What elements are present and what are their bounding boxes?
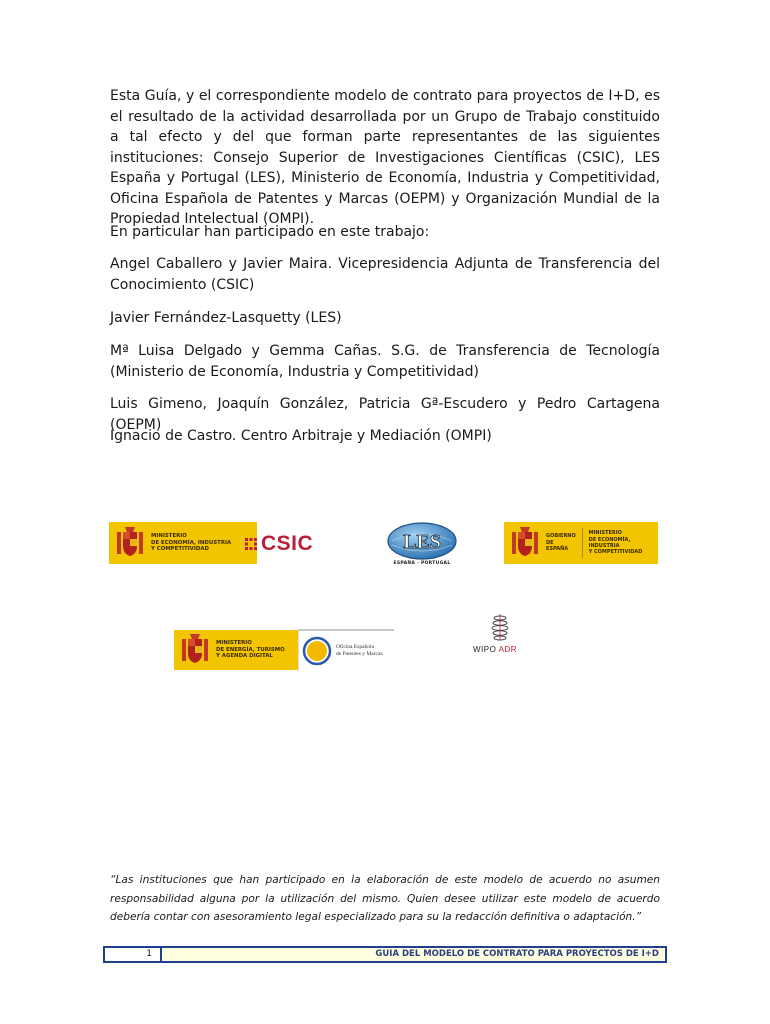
spain-coat-of-arms-icon [180, 633, 210, 667]
wipo-wordmark: WIPO [473, 645, 497, 654]
spain-coat-of-arms-icon [510, 526, 540, 560]
minetad-logo [174, 630, 298, 670]
csic-grid-icon [245, 538, 257, 550]
oepm-logo-text: Oficina Española de Patentes y Marcas [336, 644, 383, 657]
minetad-logo-text: MINISTERIO DE ENERGÍA, TURISMO Y AGENDA DIGITAL [216, 640, 285, 660]
oepm-circle-icon [302, 636, 332, 666]
les-globe-icon [383, 520, 461, 562]
page-number: 1 [105, 948, 162, 961]
spain-coat-of-arms-icon [115, 526, 145, 560]
mineco-logo [109, 522, 257, 564]
wipo-label [473, 645, 517, 654]
intro-paragraph: Esta Guía, y el correspondiente modelo de contrato para proyectos de I+D, es el resultado de la actividad desarrollada por un Grupo de Trabajo constituido a tal efecto y del que forman parte representantes de las siguientes instituciones: Consejo Superior de Investigaciones Científicas (CSIC), LES España y Portugal (LES), Ministerio de Economía, Industria y Competitividad, Oficina Española de Patentes y Marcas (OEPM) y Organización Mundial de la Propiedad Intelectual (OMPI). [110, 88, 660, 227]
participants-heading: En particular han participado en este trabajo: [110, 224, 430, 240]
csic-logo [245, 530, 335, 558]
les-wordmark: LES [403, 531, 441, 553]
csic-wordmark: CSIC [261, 532, 314, 555]
adr-wordmark: ADR [498, 645, 518, 654]
oepm-logo [298, 629, 394, 671]
gobierno-logo-text: GOBIERNO DE ESPAÑA [546, 533, 576, 553]
wipo-emblem-icon [480, 610, 520, 644]
logo-divider [582, 528, 583, 558]
les-logo [383, 520, 461, 568]
participant-ompi: Ignacio de Castro. Centro Arbitraje y Mediación (OMPI) [110, 428, 492, 444]
disclaimer-note: “Las instituciones que han participado en la elaboración de este modelo de acuerdo no asumen responsabilidad alguna por la utilización del mismo. Quien desee utilizar este modelo de acuerdo debería contar con asesoramiento legal especializado para su la redacción definitiva o adaptación.” [110, 874, 660, 923]
mineco-logo-text: MINISTERIO DE ECONOMÍA, INDUSTRIA Y COMPETITIVIDAD [151, 533, 232, 553]
wipo-adr-logo [470, 610, 530, 674]
gobierno-ministry-text: MINISTERIO DE ECONOMÍA, INDUSTRIA Y COMPETITIVIDAD [588, 530, 643, 556]
participant-csic: Angel Caballero y Javier Maira. Vicepresidencia Adjunta de Transferencia del Conocimiento (CSIC) [110, 256, 660, 293]
participant-ministerio: Mª Luisa Delgado y Gemma Cañas. S.G. de Transferencia de Tecnología (Ministerio de Economía, Industria y Competitividad) [110, 343, 660, 380]
les-caption: ESPAÑA · PORTUGAL [393, 561, 451, 566]
participant-les: Javier Fernández-Lasquetty (LES) [110, 310, 342, 326]
gobierno-logo [504, 522, 658, 564]
footer-title: GUIA DEL MODELO DE CONTRATO PARA PROYECTOS DE I+D [162, 948, 665, 961]
participant-oepm: Luis Gimeno, Joaquín González, Patricia Gª-Escudero y Pedro Cartagena (OEPM) [110, 396, 660, 433]
page-footer [103, 946, 667, 963]
